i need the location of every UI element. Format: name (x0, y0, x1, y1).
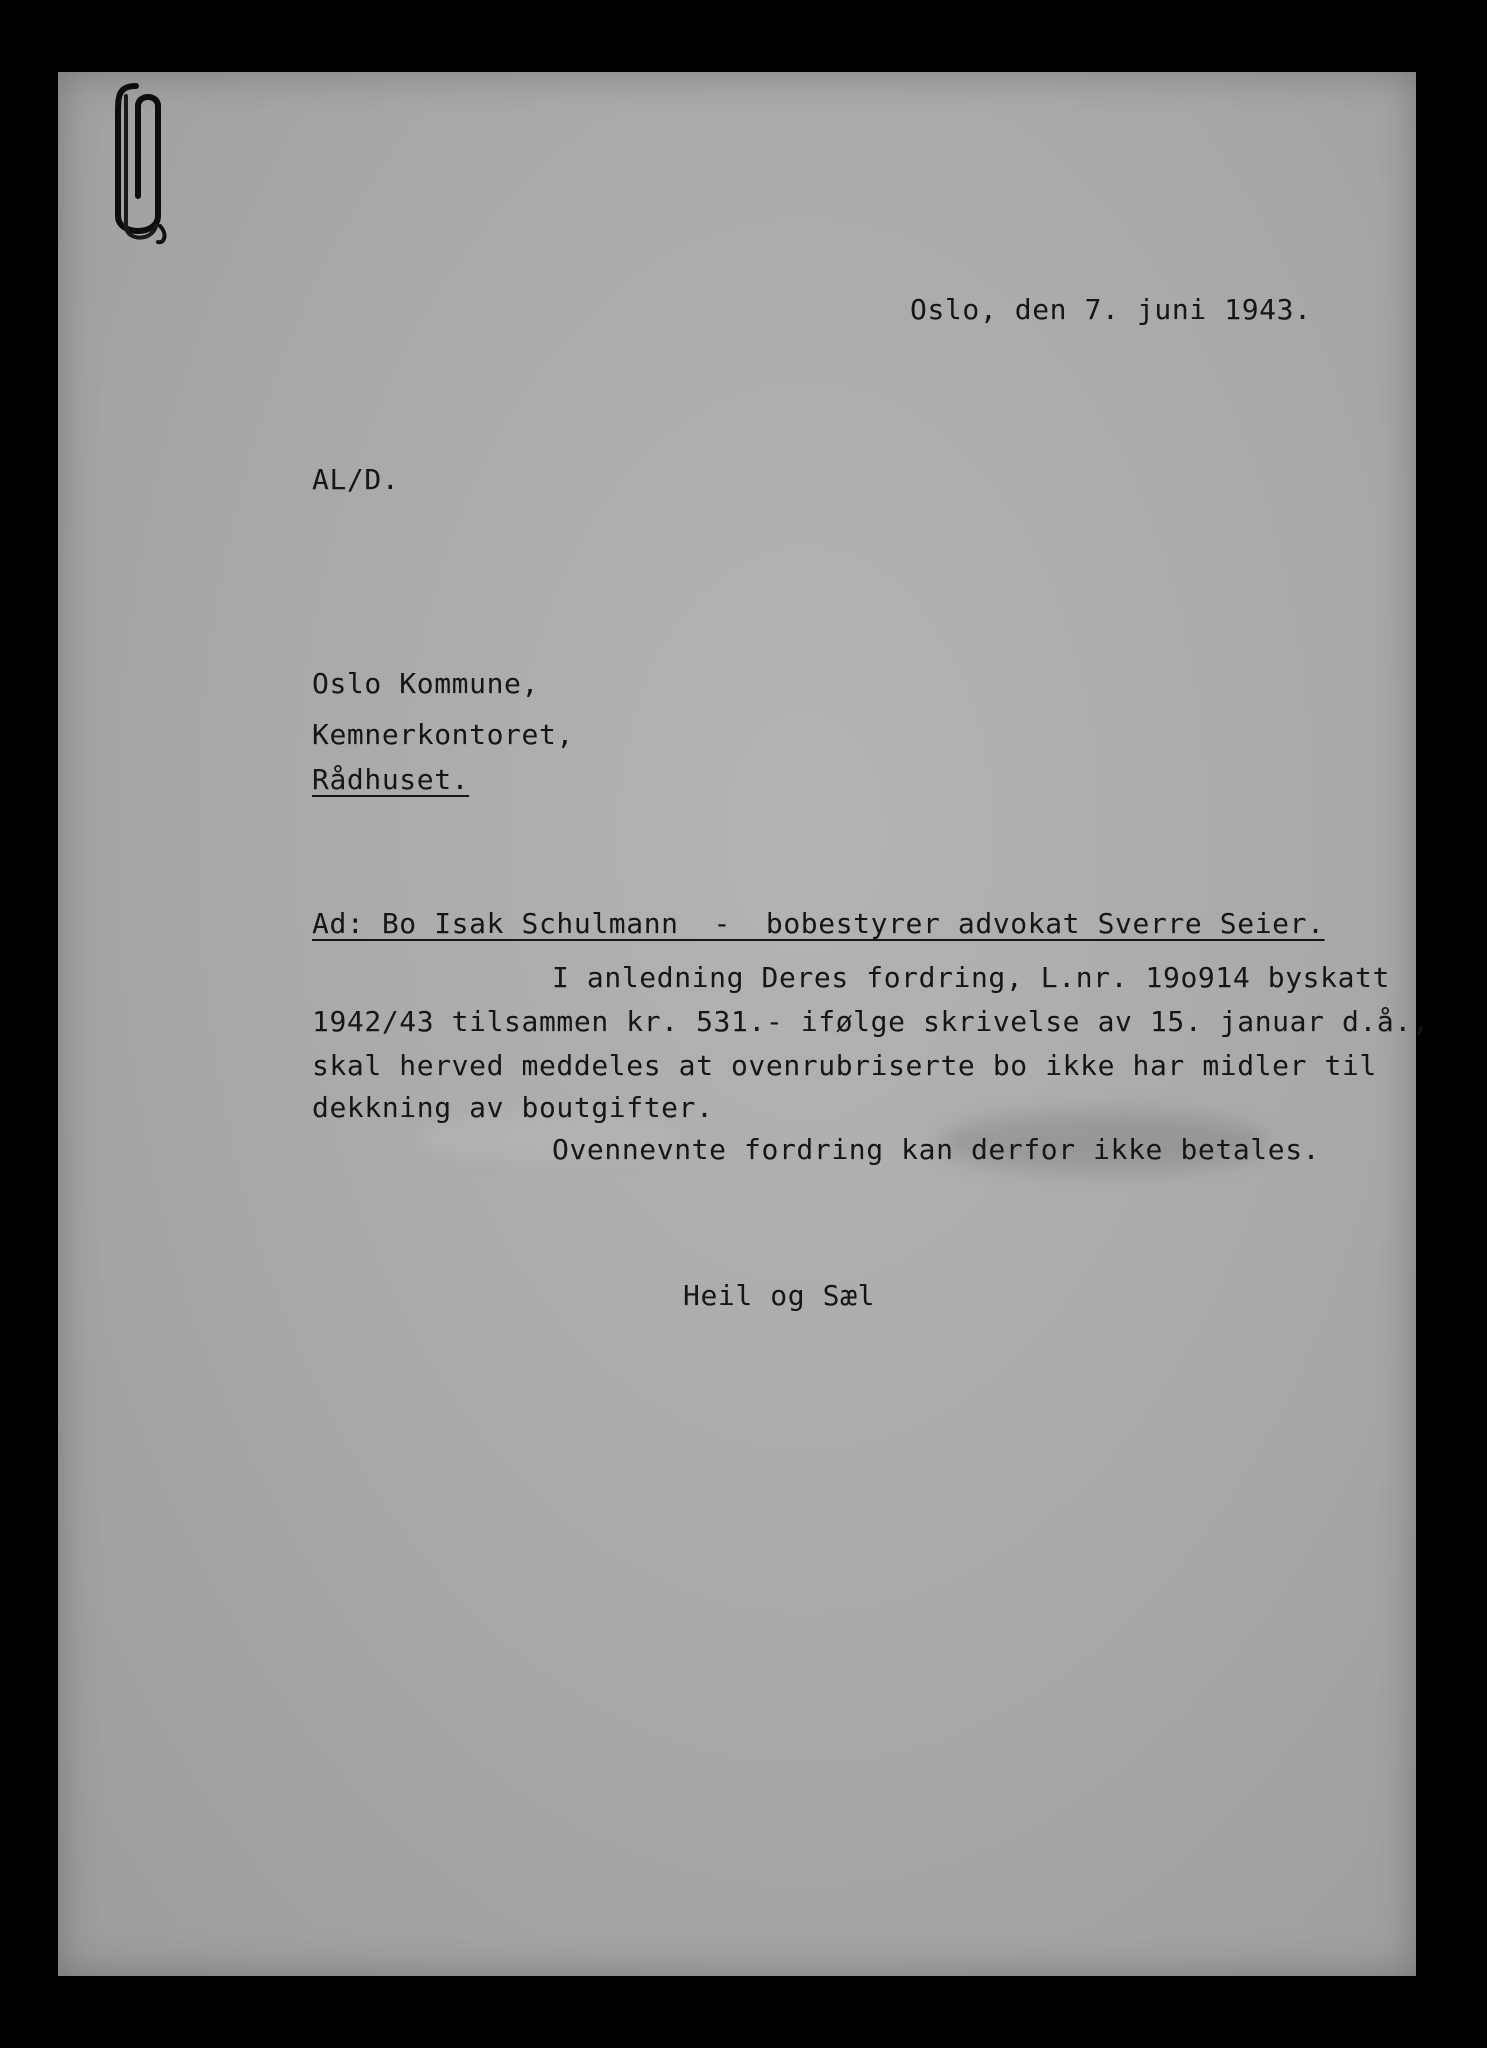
place-date: Oslo, den 7. juni 1943. (910, 293, 1312, 326)
recipient-line-3: Rådhuset. (312, 763, 470, 796)
paperclip-icon (78, 76, 188, 246)
body-line-2: 1942/43 tilsammen kr. 531.- ifølge skrivelse av 15. januar d.å., (312, 1005, 1430, 1038)
closing-salutation: Heil og Sæl (683, 1279, 876, 1312)
reference-code: AL/D. (312, 463, 400, 496)
body-line-3: skal herved meddeles at ovenrubriserte bo ikke har midler til (312, 1049, 1377, 1082)
body-line-1: I anledning Deres fordring, L.nr. 19o914 byskatt (552, 961, 1390, 994)
recipient-line-1: Oslo Kommune, (312, 667, 539, 700)
recipient-line-2: Kemnerkontoret, (312, 718, 574, 751)
body-line-5: Ovennevnte fordring kan derfor ikke betales. (552, 1133, 1321, 1166)
subject-line: Ad: Bo Isak Schulmann - bobestyrer advokat Sverre Seier. (312, 907, 1325, 940)
body-line-4: dekkning av boutgifter. (312, 1091, 714, 1124)
